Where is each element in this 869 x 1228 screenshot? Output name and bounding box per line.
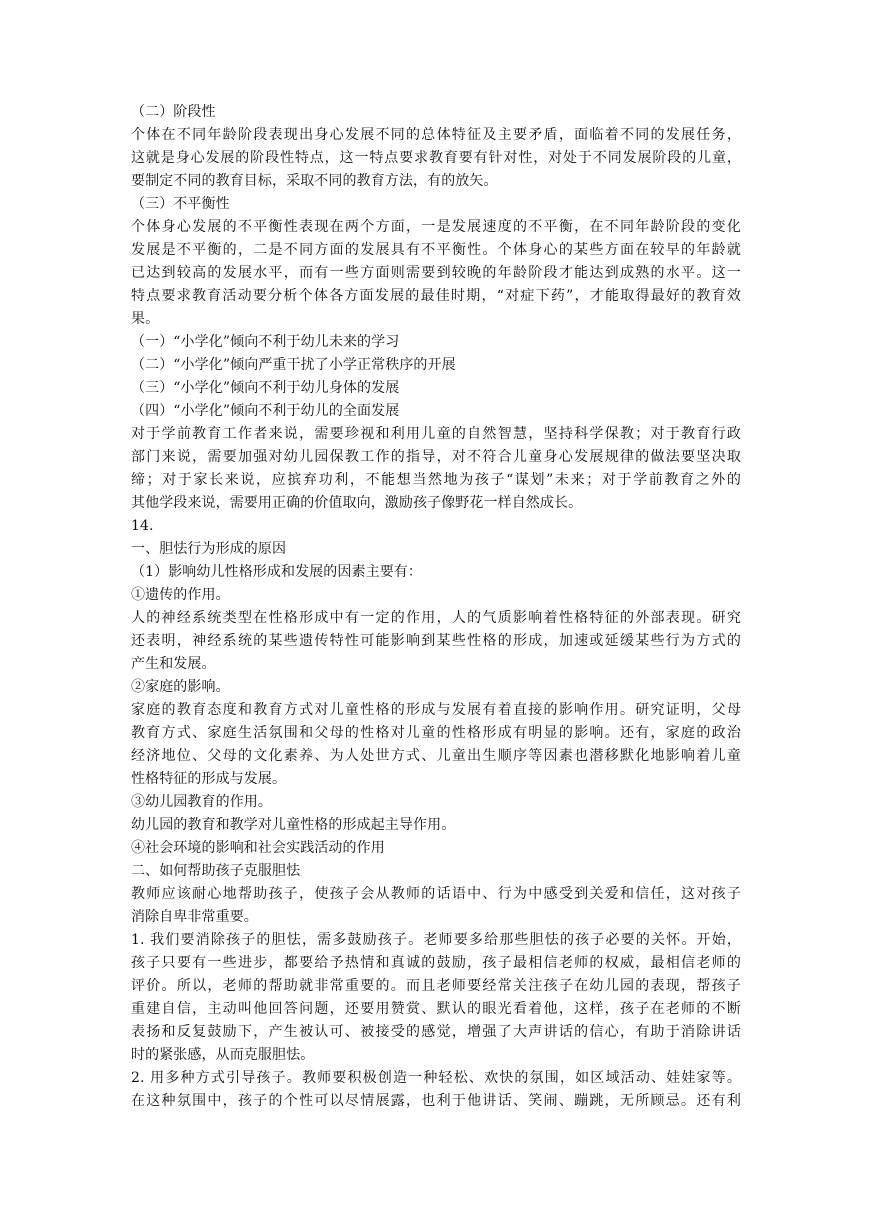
text-line: 家庭的教育态度和教育方式对儿童性格的形成与发展有着直接的影响作用。研究证明，父母 [131,702,741,718]
text-line: 人的神经系统类型在性格形成中有一定的作用，人的气质影响着性格特征的外部表现。研究 [131,610,741,626]
text-line: 表扬和反复鼓励下，产生被认可、被接受的感觉，增强了大声讲话的信心，有助于消除讲话 [131,1024,741,1040]
text-line: 其他学段来说，需要用正确的价值取向，激励孩子像野花一样自然成长。 [131,495,583,511]
text-line: 孩子只要有一些进步，都要给予热情和真诚的鼓励，孩子最相信老师的权威，最相信老师的 [131,955,741,971]
text-line: 果。 [131,311,160,327]
text-line: 二、如何帮助孩子克服胆怯 [131,863,301,879]
text-line: 重建自信，主动叫他回答问题，还要用赞赏、默认的眼光看着他，这样，孩子在老师的不断 [131,1001,741,1017]
text-line: 评价。所以，老师的帮助就非常重要的。而且老师要经常关注孩子在幼儿园的表现，帮孩子 [131,978,741,994]
text-line: （一）“小学化”倾向不利于幼儿未来的学习 [131,334,400,350]
text-line: 要制定不同的教育目标，采取不同的教育方法，有的放矢。 [131,173,498,189]
text-line: 教师应该耐心地帮助孩子，使孩子会从教师的话语中、行为中感受到关爱和信任，这对孩子 [131,886,741,902]
text-line: （三）不平衡性 [131,196,230,212]
text-line: 特点要求教育活动要分析个体各方面发展的最佳时期，“对症下药”，才能取得最好的教育效 [131,288,741,304]
text-line: （1）影响幼儿性格形成和发展的因素主要有： [131,564,423,580]
text-line: 已达到较高的发展水平，而有一些方面则需要到较晚的年龄阶段才能达到成熟的水平。这一 [131,265,741,281]
text-line: ④社会环境的影响和社会实践活动的作用 [131,840,385,856]
text-line: 经济地位、父母的文化素养、为人处世方式、儿童出生顺序等因素也潜移默化地影响着儿童 [131,748,741,764]
text-line: 性格特征的形成与发展。 [131,771,287,787]
text-line: （二）“小学化”倾向严重干扰了小学正常秩序的开展 [131,357,456,373]
text-line: （四）“小学化”倾向不利于幼儿的全面发展 [131,403,400,419]
text-line: （二）阶段性 [131,104,216,120]
text-line: 部门来说，需要加强对幼儿园保教工作的指导，对不符合儿童身心发展规律的做法要坚决取 [131,449,741,465]
document-body [131,101,741,1113]
text-line: ③幼儿园教育的作用。 [131,794,272,810]
text-line: 产生和发展。 [131,656,216,672]
text-line: 发展是不平衡的，二是不同方面的发展具有不平衡性。个体身心的某些方面在较早的年龄就 [131,242,741,258]
text-line: 时的紧张感，从而克服胆怯。 [131,1047,315,1063]
text-line: 一、胆怯行为形成的原因 [131,541,287,557]
text-line: 个体身心发展的不平衡性表现在两个方面，一是发展速度的不平衡，在不同年龄阶段的变化 [131,219,741,235]
text-line: 在这种氛围中，孩子的个性可以尽情展露，也利于他讲话、笑闹、蹦跳，无所顾忌。还有利 [131,1093,741,1109]
text-line: 2. 用多种方式引导孩子。教师要积极创造一种轻松、欢快的氛围，如区域活动、娃娃家等。 [131,1070,741,1086]
text-line: 对于学前教育工作者来说，需要珍视和利用儿童的自然智慧，坚持科学保教；对于教育行政 [131,426,741,442]
text-line: 这就是身心发展的阶段性特点，这一特点要求教育要有针对性，对处于不同发展阶段的儿童， [131,150,741,166]
text-line: 14. [131,518,154,534]
text-line: 幼儿园的教育和教学对儿童性格的形成起主导作用。 [131,817,456,833]
text-line: 还表明，神经系统的某些遗传特性可能影响到某些性格的形成，加速或延缓某些行为方式的 [131,633,741,649]
text-line: 缔；对于家长来说，应摈弃功利，不能想当然地为孩子“谋划”未来；对于学前教育之外的 [131,472,741,488]
text-line: 教育方式、家庭生活氛围和父母的性格对儿童的性格形成有明显的影响。还有，家庭的政治 [131,725,741,741]
text-line: （三）“小学化”倾向不利于幼儿身体的发展 [131,380,400,396]
text-line: 消除自卑非常重要。 [131,909,258,925]
text-line: ②家庭的影响。 [131,679,230,695]
text-line: 1. 我们要消除孩子的胆怯，需多鼓励孩子。老师要多给那些胆怯的孩子必要的关怀。开始， [131,932,741,948]
text-line: 个体在不同年龄阶段表现出身心发展不同的总体特征及主要矛盾，面临着不同的发展任务， [131,127,741,143]
text-line: ①遗传的作用。 [131,587,230,603]
